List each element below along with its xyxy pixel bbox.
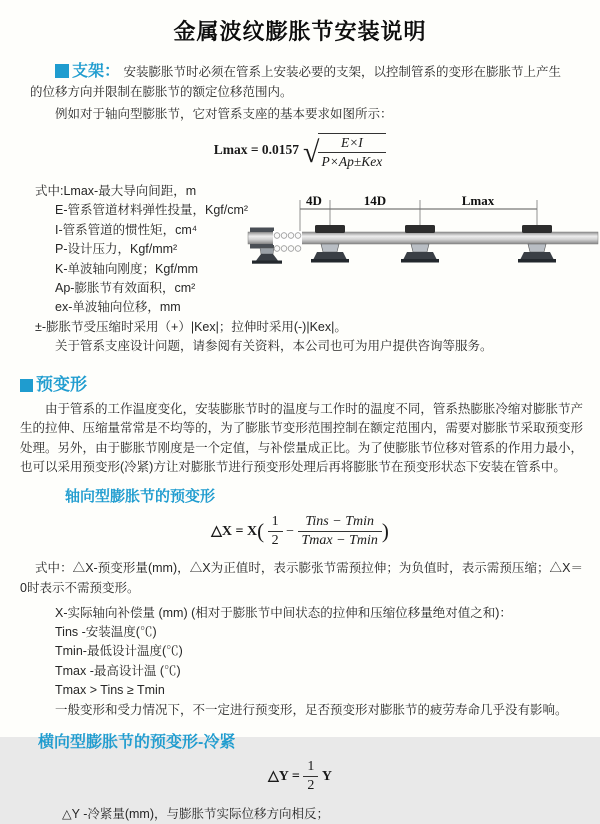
- dx-temp-numerator: Tins − Tmin: [298, 514, 382, 532]
- pipe-support-diagram-svg: [240, 192, 600, 288]
- dy-formula-lhs: △Y =: [268, 768, 300, 784]
- temperature-definitions: [0, 623, 600, 700]
- support-consult-note: 关于管系支座设计问题，请参阅有关资料，本公司也可为用户提供咨询等服务。: [55, 339, 493, 354]
- dx-open-paren: (: [257, 518, 265, 543]
- tmax-definition: Tmax -最高设计温 (℃): [55, 663, 181, 678]
- definition-ap: Ap-膨胀节有效面积，cm²: [55, 281, 196, 296]
- definition-e: E-管系管道材料弹性投量，Kgf/cm²: [55, 203, 249, 218]
- preform-body-paragraph: 由于管系的工作温度变化，安装膨胀节时的温度与工作时的温度不同，管系热膨胀冷缩对膨胀节产生的拉伸、压缩量常常是不均等的，为了膨胀节变形范围控制在额定范围内，需要对膨胀节采取预变形处理。另外，由于膨胀节刚度是一个定值，与补偿量成正比。为了使膨胀节位移对管系的作用力最小，也可以采用预变形(冷紧)方让对膨胀节进行预变形处理后再将膨胀节在预变形状态下安装在管系中。: [20, 401, 583, 475]
- support-intro-paragraph: [30, 62, 572, 102]
- diagram-label-4d: 4D: [306, 193, 322, 208]
- temperature-inequality: Tmax > Tins ≥ Tmin: [55, 682, 165, 697]
- lateral-preform-formula: [0, 759, 600, 793]
- lateral-preform-heading: 横向型膨胀节的预变形-冷紧: [38, 734, 236, 752]
- preform-note-line: 一般变形和受力情况下，不一定进行预变形，足否预变形对膨胀节的疲劳寿命几乎没有影响。: [55, 703, 568, 718]
- dy-half-numerator: 1: [303, 759, 318, 777]
- axial-preform-heading: 轴向型膨胀节的预变形: [65, 488, 216, 506]
- support-example-line: 例如对于轴向型膨胀节，它对管系支座的基本要求如图所示：: [55, 107, 393, 121]
- dx-half-denominator: 2: [271, 533, 279, 549]
- square-root-symbol: √: [303, 136, 320, 170]
- axial-preform-formula: [0, 514, 600, 556]
- dx-formula-lhs: △X = X: [211, 523, 258, 539]
- definition-lmax: 式中:Lmax-最大导向间距，m: [35, 184, 197, 198]
- dx-explanation-paragraph: 式中：△X-预变形量(mm)，△X为正值时，表示膨张节需预拉伸；为负值时，表示需预压缩；△X＝0时表示不需预变形。: [20, 561, 583, 595]
- pipe-support-diagram: [240, 192, 600, 288]
- definition-i: I-管系管道的惯性矩，cm⁴: [55, 222, 198, 237]
- definition-p: P-设计压力，Kgf/mm²: [55, 242, 178, 257]
- lmax-formula: [0, 133, 600, 173]
- dy-definition-line: △Y -冷紧量(mm)，与膨胀节实际位移方向相反；: [62, 807, 330, 822]
- diagram-label-lmax: Lmax: [461, 193, 495, 208]
- lmax-formula-lhs: Lmax = 0.0157: [213, 142, 300, 158]
- section-marker-icon: [55, 64, 69, 78]
- lmax-formula-denominator: P×Ap±Kex: [321, 153, 383, 169]
- definition-plusminus: ±-膨胀节受压缩时采用（+）|Kex|；拉伸时采用(-)|Kex|。: [35, 319, 347, 334]
- dx-half-numerator: 1: [268, 514, 283, 532]
- definition-k: K-单波轴向刚度；Kgf/mm: [55, 261, 199, 276]
- dy-half-denominator: 2: [307, 778, 315, 794]
- support-intro-text: 安装膨胀节时必须在管系上安装必要的支架，以控制管系的变形在膨胀节上产生的位移方向并限制在膨胀节的额定位移范围内。: [30, 65, 562, 99]
- support-section-heading: 支架：: [72, 63, 121, 80]
- bellows-coils: [273, 231, 302, 251]
- diagram-label-14d: 14D: [363, 193, 387, 208]
- definition-ex: ex-单波轴向位移，mm: [55, 300, 181, 315]
- section-marker-icon: [20, 379, 33, 392]
- dx-close-paren: ): [381, 518, 389, 543]
- tmin-definition: Tmin-最低设计温度(℃): [55, 644, 183, 659]
- x-definition-line: X-实际轴向补偿量 (mm) (相对于膨胀节中间状态的拉伸和压缩位移量绝对值之和)：: [55, 606, 512, 621]
- page-title: 金属波纹膨胀节安装说明: [173, 19, 427, 44]
- dy-formula-rhs: Y: [321, 768, 332, 784]
- tins-definition: Tins -安装温度(℃): [55, 625, 157, 640]
- dx-minus-sign: −: [286, 523, 295, 539]
- preform-section-heading: [20, 370, 600, 395]
- lmax-formula-numerator: E×I: [318, 135, 387, 153]
- preform-heading-text: 预变形: [36, 374, 87, 394]
- dx-temp-denominator: Tmax − Tmin: [301, 533, 378, 549]
